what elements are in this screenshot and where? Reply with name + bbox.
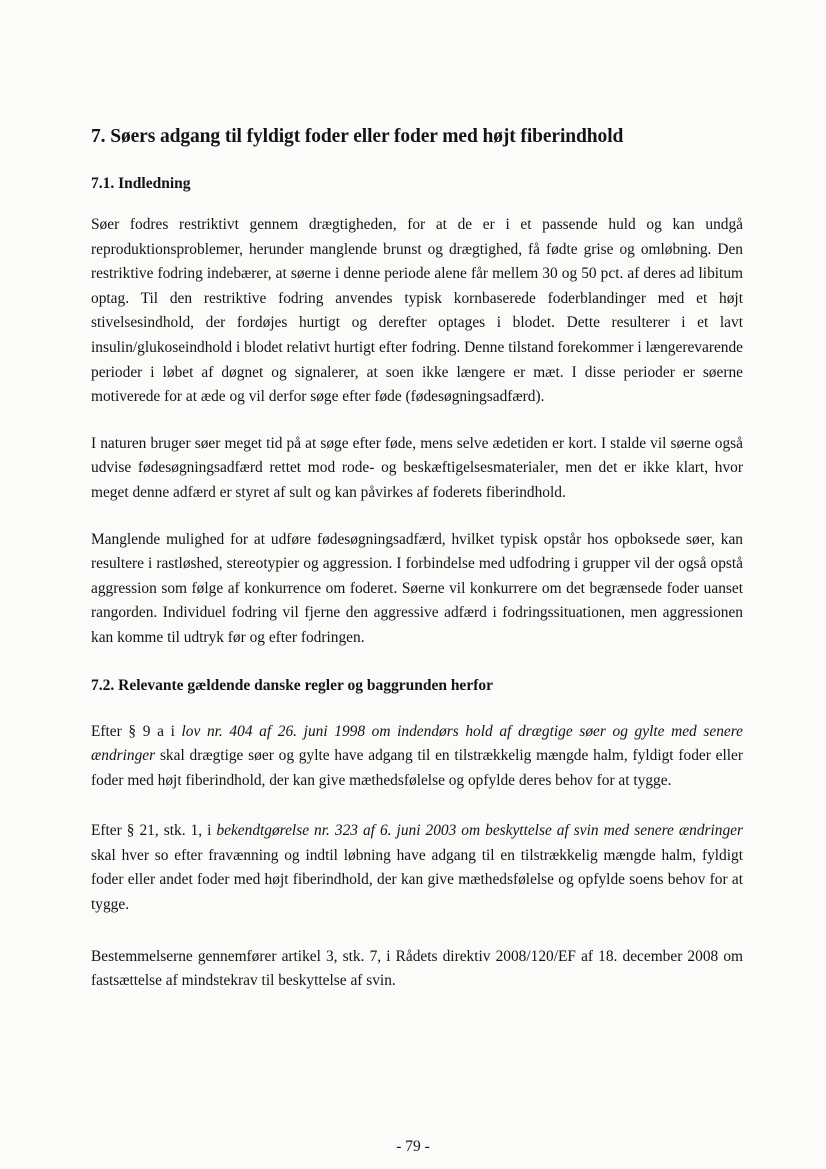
- paragraph-text: Efter § 9 a i: [91, 722, 182, 740]
- paragraph-order-reference: [91, 819, 743, 917]
- paragraph: Bestemmelserne gennemfører artikel 3, stk. 7, i Rådets direktiv 2008/120/EF af 18. december 2008 om fastsættelse af mindstekrav til beskyttelse af svin.: [91, 947, 743, 990]
- paragraph-text: skal drægtige søer og gylte have adgang til en tilstrækkelig mængde halm, fyldigt foder eller foder med højt fiberindhold, der kan give mæthedsfølelse og opfylde deres behov for at tygge.: [91, 747, 743, 789]
- section-heading-relevante-regler: 7.2. Relevante gældende danske regler og baggrunden herfor: [91, 676, 493, 694]
- paragraph: Manglende mulighed for at udføre fødesøgningsadfærd, hvilket typisk opstår hos opboksede søer, kan resultere i rastløshed, stereotypier og aggression. I forbindelse med udfodring i grupper vil der også opstå aggression som følge af konkurrence om foderet. Søerne vil konkurrere om det begrænsede foder uanset rangorden. Individuel fodring vil fjerne den aggressive adfærd i fodringssituationen, men aggressionen kan komme til udtryk før og efter fodringen.: [91, 530, 743, 646]
- section-heading-indledning: 7.1. Indledning: [91, 175, 191, 192]
- paragraph: Søer fodres restriktivt gennem drægtigheden, for at de er i et passende huld og kan undgå reproduktionsproblemer, herunder manglende brunst og drægtighed, få fødte grise og omløbning. Den restriktive fodring indebærer, at søerne i denne periode alene får mellem 30 og 50 pct. af deres ad libitum optag. Til den restriktive fodring anvendes typisk kornbaserede foderblandinger med et højt stivelsesindhold, der fordøjes hurtigt og derefter optages i blodet. Dette resulterer i et lavt insulin/glukoseindhold i blodet relativt hurtigt efter fodring. Denne tilstand forekommer i længerevarende perioder i løbet af døgnet og signalerer, at soen ikke længere er mæt. I disse perioder er søerne motiverede for at æde og vil derfor søge efter føde (fødesøgningsadfærd).: [91, 216, 743, 406]
- paragraph: I naturen bruger søer meget tid på at søge efter føde, mens selve ædetiden er kort. I stalde vil søerne også udvise fødesøgningsadfærd rettet mod rode- og beskæftigelsesmaterialer, men det er ikke klart, hvor meget denne adfærd er styret af sult og kan påvirkes af foderets fiberindhold.: [91, 434, 743, 501]
- law-title: lov nr. 404 af 26. juni 1998 om indendørs hold af drægtige søer og gylte med senere ændringer: [91, 722, 743, 765]
- page-content: [91, 122, 743, 994]
- paragraph-law-reference: [91, 720, 743, 794]
- page-number: - 79 -: [396, 1138, 430, 1155]
- paragraph-text: skal hver so efter fravænning og indtil løbning have adgang til en tilstrækkelig mængde halm, fyldigt foder eller andet foder med højt fiberindhold, der kan give mæthedsfølelse og opfylde soens behov for at tygge.: [91, 846, 743, 914]
- order-title: bekendtgørelse nr. 323 af 6. juni 2003 om beskyttelse af svin med senere ændringer: [216, 822, 744, 840]
- paragraph-text: Efter § 21, stk. 1, i: [91, 822, 217, 840]
- chapter-heading: 7. Søers adgang til fyldigt foder eller foder med højt fiberindhold: [91, 126, 624, 147]
